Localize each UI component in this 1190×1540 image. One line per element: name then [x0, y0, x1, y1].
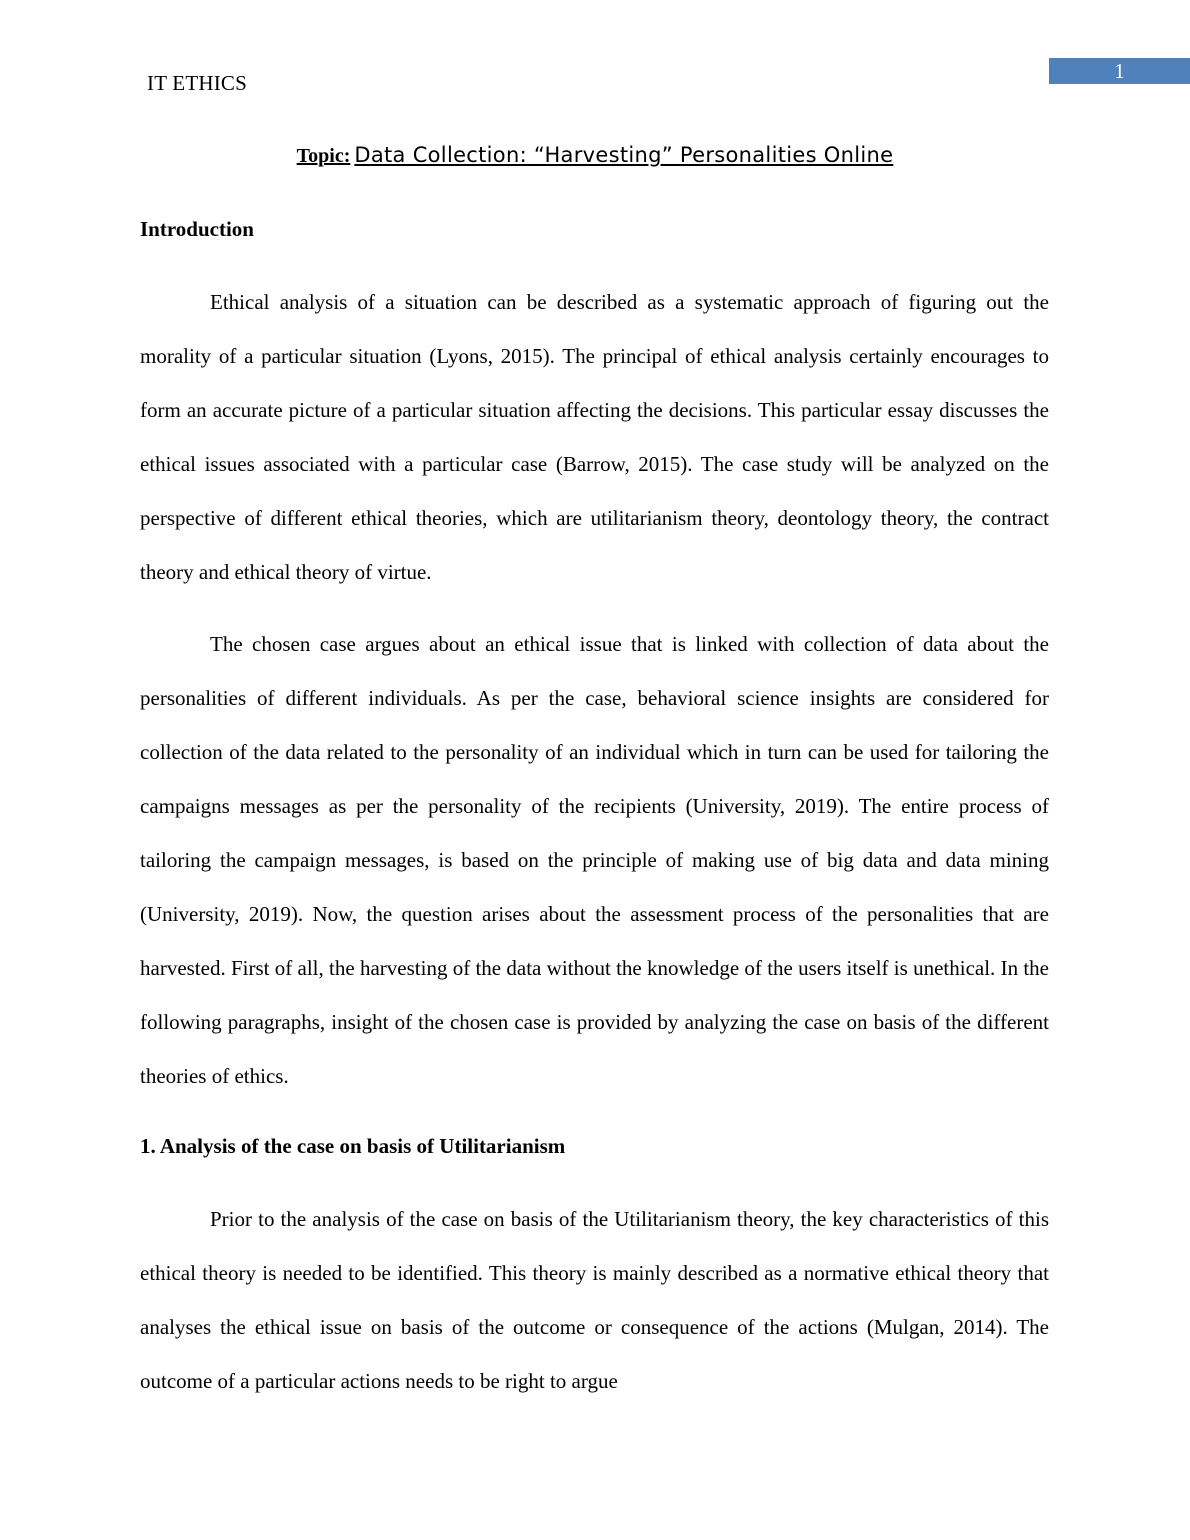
paragraph-intro-2: The chosen case argues about an ethical issue that is linked with collection of data about the personalities of different individuals. As per the case, behavioral science insights are considered for collection of the data related to the personality of an individual which in turn can be used for tailoring the campaigns messages as per the personality of the recipients (University, 2019). The entire process of tailoring the campaign messages, is based on the principle of making use of big data and data mining (University, 2019). Now, the question arises about the assessment process of the personalities that are harvested. First of all, the harvesting of the data without the knowledge of the users itself is unethical. In the following paragraphs, insight of the chosen case is provided by analyzing the case on basis of the different theories of ethics.	[140, 632, 1049, 1088]
paragraph-intro-1: Ethical analysis of a situation can be described as a systematic approach of figuring out the morality of a particular situation (Lyons, 2015). The principal of ethical analysis certainly encourages to form an accurate picture of a particular situation affecting the decisions. This particular essay discusses the ethical issues associated with a particular case (Barrow, 2015). The case study will be analyzed on the perspective of different ethical theories, which are utilitarianism theory, deontology theory, the contract theory and ethical theory of virtue.	[140, 290, 1049, 584]
topic-title	[0, 141, 1190, 172]
section-heading-introduction: Introduction	[140, 217, 254, 241]
page-number: 1	[1049, 58, 1190, 84]
topic-label: Topic:	[296, 145, 351, 167]
topic-text: Data Collection: “Harvesting” Personalities Online	[354, 143, 894, 167]
paragraph-utilitarianism-1: Prior to the analysis of the case on basis of the Utilitarianism theory, the key characteristics of this ethical theory is needed to be identified. This theory is mainly described as a normative ethical theory that analyses the ethical issue on basis of the outcome or consequence of the actions (Mulgan, 2014). The outcome of a particular actions needs to be right to argue	[140, 1207, 1049, 1393]
running-header: IT ETHICS	[147, 71, 247, 95]
section-heading-utilitarianism: 1. Analysis of the case on basis of Utilitarianism	[140, 1134, 566, 1158]
